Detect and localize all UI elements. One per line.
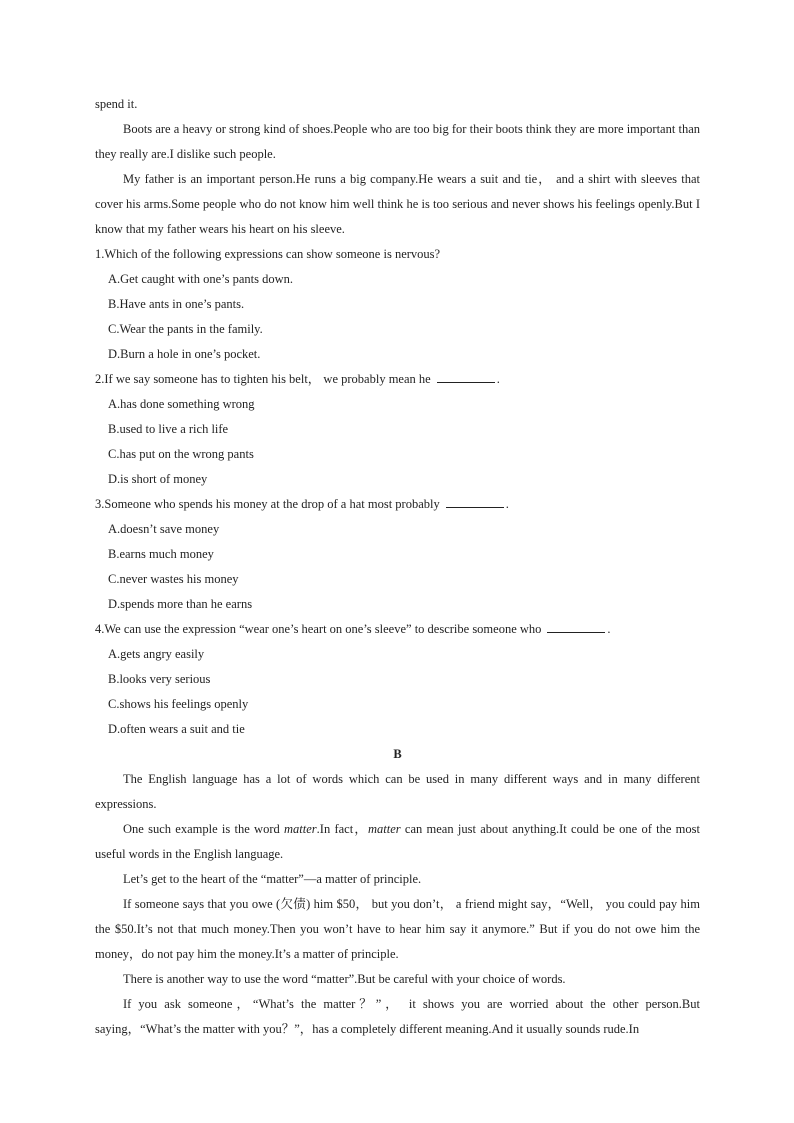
option-a: A.doesn’t save money: [108, 522, 220, 536]
top-fragment: spend it.: [95, 97, 138, 111]
passage-b-paragraph-6: If you ask someone，“What’s the matter？”， it shows you are worried about the other person.But saying，“What’s the matter with you？”，has a completely different meaning.And it usually sounds rude.In: [95, 997, 700, 1036]
question-stem: 3.Someone who spends his money at the drop of a hat most probably .: [95, 497, 509, 511]
passage-a-paragraph-1: Boots are a heavy or strong kind of shoes.People who are too big for their boots think they are more important than they really are.I dislike such people.: [95, 122, 700, 161]
option-b: B.earns much money: [108, 547, 214, 561]
passage-b-paragraph-5: There is another way to use the word “matter”.But be careful with your choice of words.: [123, 972, 566, 986]
passage-b-paragraph-2: One such example is the word matter.In fact，matter can mean just about anything.It could be one of the most useful words in the English language.: [95, 822, 700, 861]
passage-a-paragraph-2: My father is an important person.He runs a big company.He wears a suit and tie， and a shirt with sleeves that cover his arms.Some people who do not know him well think he is too serious and never shows his feelings openly.But I know that my father wears his heart on his sleeve.: [95, 172, 700, 236]
passage-b-paragraph-4: If someone says that you owe (欠债) him $50， but you don’t， a friend might say，“Well， you could pay him the $50.It’s not that much money.Then you won’t have to hear him say it anymore.” But if you do not owe him the money，do not pay him the money.It’s a matter of principle.: [95, 897, 700, 961]
italic-word: matter: [284, 822, 317, 836]
section-b-heading: B: [393, 747, 402, 761]
option-c: C.never wastes his money: [108, 572, 239, 586]
passage-b-paragraph-1: The English language has a lot of words which can be used in many different ways and in many different expressions.: [95, 772, 700, 811]
question-3: [95, 492, 700, 617]
answer-blank: [547, 620, 605, 633]
option-c: C.shows his feelings openly: [108, 697, 249, 711]
italic-word: matter: [368, 822, 401, 836]
question-stem: 1.Which of the following expressions can show someone is nervous?: [95, 247, 441, 261]
question-1: [95, 242, 700, 367]
option-a: A.gets angry easily: [108, 647, 205, 661]
option-b: B.used to live a rich life: [108, 422, 229, 436]
answer-blank: [446, 495, 504, 508]
question-2: [95, 367, 700, 492]
answer-blank: [437, 370, 495, 383]
option-c: C.Wear the pants in the family.: [108, 322, 263, 336]
option-b: B.Have ants in one’s pants.: [108, 297, 245, 311]
question-stem: 2.If we say someone has to tighten his belt， we probably mean he .: [95, 372, 500, 386]
option-d: D.spends more than he earns: [108, 597, 253, 611]
option-d: D.often wears a suit and tie: [108, 722, 245, 736]
option-d: D.is short of money: [108, 472, 208, 486]
option-a: A.Get caught with one’s pants down.: [108, 272, 294, 286]
option-d: D.Burn a hole in one’s pocket.: [108, 347, 261, 361]
document-page: [95, 92, 700, 1042]
option-b: B.looks very serious: [108, 672, 211, 686]
question-stem: 4.We can use the expression “wear one’s heart on one’s sleeve” to describe someone who .: [95, 622, 611, 636]
question-4: [95, 617, 700, 742]
passage-b-paragraph-3: Let’s get to the heart of the “matter”—a matter of principle.: [123, 872, 422, 886]
option-a: A.has done something wrong: [108, 397, 255, 411]
option-c: C.has put on the wrong pants: [108, 447, 254, 461]
